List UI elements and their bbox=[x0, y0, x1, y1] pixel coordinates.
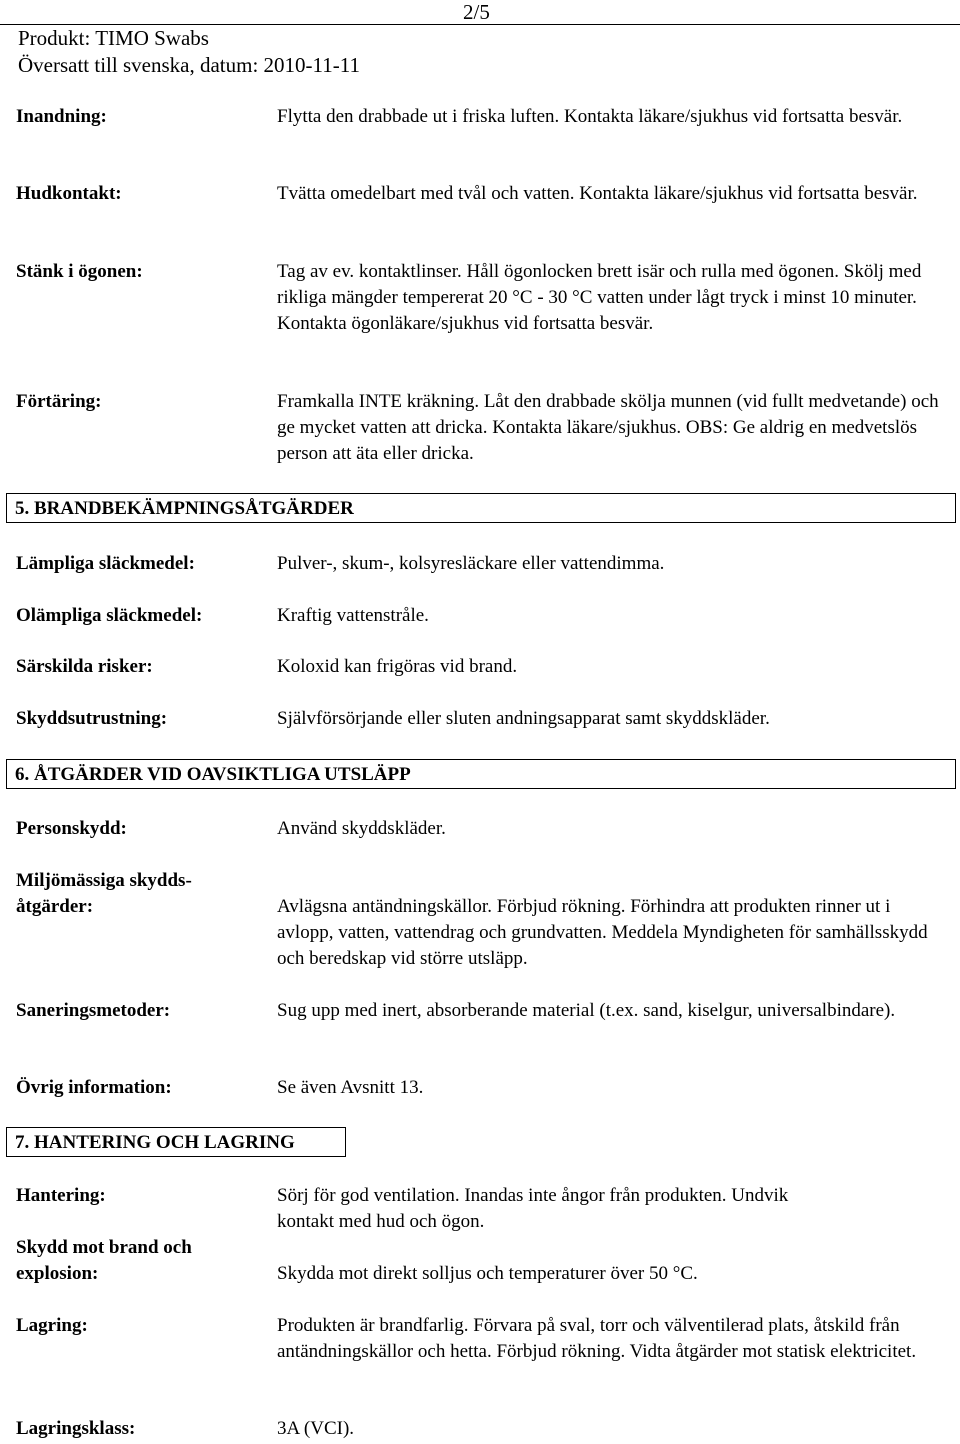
s5-label-suitable: Lämpliga släckmedel: bbox=[16, 553, 195, 574]
s7-label-storage: Lagring: bbox=[16, 1315, 88, 1336]
first-aid-label-eyes: Stänk i ögonen: bbox=[16, 261, 143, 282]
s6-text-other: Se även Avsnitt 13. bbox=[277, 1077, 424, 1098]
s5-text-risks: Koloxid kan frigöras vid brand. bbox=[277, 656, 518, 677]
product-name: Produkt: TIMO Swabs bbox=[18, 26, 209, 50]
first-aid-text-skin: Tvätta omedelbart med tvål och vatten. Kontakta läkare/sjukhus vid fortsatta besvär. bbox=[277, 183, 918, 204]
s5-label-protection: Skyddsutrustning: bbox=[16, 708, 168, 729]
s7-text-handling: Sörj för god ventilation. Inandas inte ångor från produkten. Undvik kontakt med hud och ögon. bbox=[277, 1185, 789, 1232]
s5-text-unsuitable: Kraftig vattenstråle. bbox=[277, 605, 429, 626]
s5-label-risks: Särskilda risker: bbox=[16, 656, 153, 677]
s5-text-protection: Självförsörjande eller sluten andningsapparat samt skyddskläder. bbox=[277, 708, 770, 729]
s7-text-storage-class: 3A (VCI). bbox=[277, 1418, 355, 1439]
s7-label-fire: Skydd mot brand och explosion: bbox=[16, 1237, 192, 1284]
section-5-heading: 5. BRANDBEKÄMPNINGSÅTGÄRDER bbox=[6, 493, 956, 523]
page-number: 2/5 bbox=[463, 0, 490, 24]
s6-label-personal: Personskydd: bbox=[16, 818, 127, 839]
section-6-heading: 6. ÅTGÄRDER VID OAVSIKTLIGA UTSLÄPP bbox=[6, 759, 956, 789]
s7-label-handling: Hantering: bbox=[16, 1185, 106, 1206]
first-aid-label-inhalation: Inandning: bbox=[16, 106, 107, 127]
s7-text-storage: Produkten är brandfarlig. Förvara på sval, torr och välventilerad plats, åtskild från antändningskällor och hetta. Förbjud rökning. Vidta åtgärder mot statisk elektricitet. bbox=[277, 1315, 917, 1362]
s7-text-fire: Skydda mot direkt solljus och temperaturer över 50 °C. bbox=[277, 1263, 698, 1284]
first-aid-text-inhalation: Flytta den drabbade ut i friska luften. Kontakta läkare/sjukhus vid fortsatta besvär. bbox=[277, 106, 903, 127]
first-aid-label-ingestion: Förtäring: bbox=[16, 391, 102, 412]
section-7-heading: 7. HANTERING OCH LAGRING bbox=[6, 1127, 346, 1157]
s6-label-cleanup: Saneringsmetoder: bbox=[16, 1000, 171, 1021]
s6-label-other: Övrig information: bbox=[16, 1077, 172, 1098]
first-aid-text-ingestion: Framkalla INTE kräkning. Låt den drabbade skölja munnen (vid fullt medvetande) och ge mycket vatten att dricka. Kontakta läkare/sjukhus. OBS: Ge aldrig en medvetslös person att äta eller dricka. bbox=[277, 391, 939, 464]
s6-text-cleanup: Sug upp med inert, absorberande material (t.ex. sand, kiselgur, universalbindare). bbox=[277, 1000, 896, 1021]
s5-text-suitable: Pulver-, skum-, kolsyresläckare eller vattendimma. bbox=[277, 553, 665, 574]
first-aid-text-eyes: Tag av ev. kontaktlinser. Håll ögonlocken brett isär och rulla med ögonen. Skölj med rikliga mängder tempererat 20 °C - 30 °C vatten under lågt tryck i minst 10 minuter. Kontakta ögonläkare/sjukhus vid fortsatta besvär. bbox=[277, 261, 922, 334]
s6-text-personal: Använd skyddskläder. bbox=[277, 818, 446, 839]
s7-label-storage-class: Lagringsklass: bbox=[16, 1418, 136, 1439]
translation-date: Översatt till svenska, datum: 2010-11-11 bbox=[18, 53, 360, 77]
first-aid-label-skin: Hudkontakt: bbox=[16, 183, 122, 204]
s6-label-environmental: Miljömässiga skydds- åtgärder: bbox=[16, 870, 192, 917]
s6-text-environmental: Avlägsna antändningskällor. Förbjud rökning. Förhindra att produkten rinner ut i avlopp, vatten, vattendrag och grundvatten. Meddela Myndigheten för samhällsskydd och beredskap vid större utsläpp. bbox=[277, 896, 928, 969]
s5-label-unsuitable: Olämpliga släckmedel: bbox=[16, 605, 203, 626]
